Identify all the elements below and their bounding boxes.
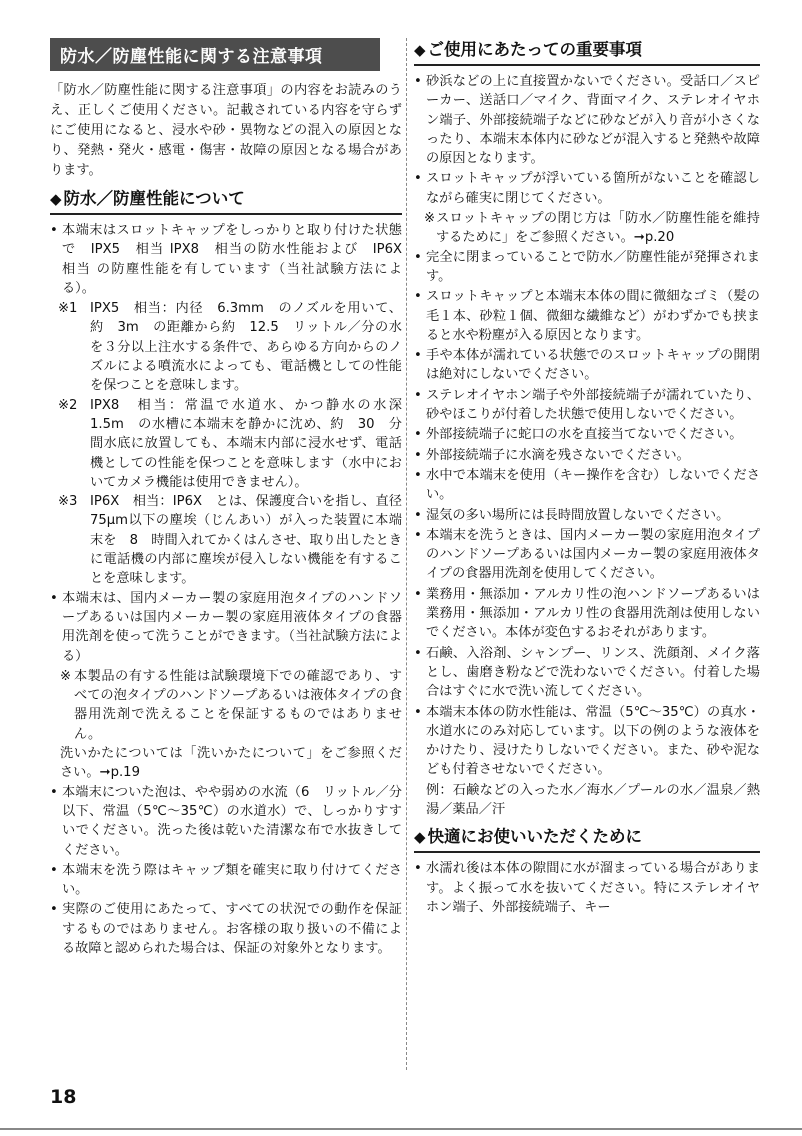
list-item: • 業務用・無添加・アルカリ性の泡ハンドソープあるいは業務用・無添加・アルカリ性の食器用洗剤は使用しないでください。本体が変色するおそれがあります。: [414, 585, 760, 643]
right-column: [414, 38, 760, 918]
note-mark: ※1: [58, 301, 78, 317]
page-number: 18: [50, 1086, 77, 1108]
note-text: IPX8 相当：常温で水道水、かつ静水の水深 1.5m の水槽に本端末を静かに沈め、約 30 分間水底に放置しても、本端末内部に浸水せず、電話機としての性能を保つことを意味します（水中においてカメラ機能は使用できません）。: [90, 397, 416, 490]
heading-text: 快適にお使いいただくために: [427, 827, 643, 847]
list-item: • 本端末を洗う際はキャップ類を確実に取り付けてください。: [50, 861, 402, 900]
comfort-list: [414, 859, 760, 917]
list-item: • 水中で本端末を使用（キー操作を含む）しないでください。: [414, 466, 760, 505]
bottom-rule: [0, 1128, 802, 1130]
list-item: • 本端末本体の防水性能は、常温（5℃〜35℃）の真水・水道水にのみ対応しています。以下の例のような液体をかけたり、浸けたりしないでください。また、砂や泥なども付着させないでください。: [414, 703, 760, 780]
heading-text: ご使用にあたっての重要事項: [427, 40, 643, 59]
list-item: • 完全に閉まっていることで防水／防塵性能が発揮されます。: [414, 248, 760, 287]
waterproof-list: [50, 221, 416, 958]
diamond-icon: ◆: [50, 190, 62, 208]
note-text: IP6X 相当：IP6X とは、保護度合いを指し、直径 75μm以下の塵埃（じんあい）が入った装置に本端末を 8 時間入れてかくはんさせ、取り出したときに電話機の内部に塵埃が侵入しない機能を有することを意味します。: [90, 494, 416, 587]
note-mark: ※3: [58, 494, 78, 510]
list-item: • 外部接続端子に水滴を残さないでください。: [414, 446, 760, 465]
list-item: • 湿気の多い場所には長時間放置しないでください。: [414, 506, 760, 525]
list-item: • 本端末についた泡は、やや弱めの水流（6 リットル／分以下、常温（5℃〜35℃）の水道水）で、しっかりすすいでください。洗った後は乾いた清潔な布で水抜きしてください。: [50, 783, 402, 860]
note-item: [50, 667, 402, 744]
diamond-icon: ◆: [414, 41, 426, 59]
left-column: [50, 38, 416, 959]
heading-text: 防水／防塵性能について: [63, 189, 245, 208]
list-item: • 本端末は、国内メーカー製の家庭用泡タイプのハンドソープあるいは国内メーカー製の家庭用液体タイプの食器用洗剤を使って洗うことができます。（当社試験方法による）: [50, 589, 402, 666]
reference-text: 洗いかたについては「洗いかたについて」をご参照ください。➞p.19: [60, 746, 402, 781]
section-title: 防水／防塵性能に関する注意事項: [50, 38, 380, 71]
note-mark: ※: [424, 211, 436, 227]
important-list: [414, 72, 760, 819]
list-item: • ステレオイヤホン端子や外部接続端子が濡れていたり、砂やほこりが付着した状態で使用しないでください。: [414, 386, 760, 425]
list-item: • 水濡れ後は本体の隙間に水が溜まっている場合があります。よく振って水を抜いてください。特にステレオイヤホン端子、外部接続端子、キー: [414, 859, 760, 917]
note-text: スロットキャップの閉じ方は「防水／防塵性能を維持するために」をご参照ください。➞p.20: [436, 211, 760, 246]
note-mark: ※: [60, 668, 72, 684]
list-item: • 砂浜などの上に直接置かないでください。受話口／スピーカー、送話口／マイク、背面マイク、ステレオイヤホン端子、外部接続端子などに砂などが入り音が小さくなったり、本端末本体内に砂などが混入すると発熱や故障の原因となります。: [414, 72, 760, 168]
note-item: [414, 209, 760, 248]
list-item: • 手や本体が濡れている状態でのスロットキャップの開閉は絶対にしないでください。: [414, 346, 760, 385]
note-mark: ※2: [58, 397, 78, 413]
note-item: [50, 299, 402, 395]
note-item: [50, 396, 416, 492]
heading-waterproof: [50, 187, 402, 215]
note-text: 本製品の有する性能は試験環境下での確認であり、すべての泡タイプのハンドソープあるいは液体タイプの食器用洗剤で洗えることを保証するものではありません。: [74, 668, 402, 742]
intro-paragraph: 「防水／防塵性能に関する注意事項」の内容をお読みのうえ、正しくご使用ください。記載されている内容を守らずにご使用になると、浸水や砂・異物などの混入の原因となり、発熱・発火・感電・傷害・故障の原因となる場合があります。: [50, 83, 402, 178]
list-item: • スロットキャップが浮いている箇所がないことを確認しながら確実に閉じてください。: [414, 169, 760, 208]
list-item: • 石鹸、入浴剤、シャンプー、リンス、洗顔剤、メイク落とし、歯磨き粉などで洗わないでください。付着した場合はすぐに水で洗い流してください。: [414, 644, 760, 702]
list-item: • 本端末はスロットキャップをしっかりと取り付けた状態で IPX5 相当 IPX8 相当の防水性能および IP6X 相当 の防塵性能を有しています（当社試験方法による）。: [50, 221, 402, 298]
list-item: • 本端末を洗うときは、国内メーカー製の家庭用泡タイプのハンドソープあるいは国内メーカー製の家庭用液体タイプの食器用洗剤を使用してください。: [414, 526, 760, 584]
list-item: • 外部接続端子に蛇口の水を直接当てないでください。: [414, 425, 760, 444]
list-item: • 実際のご使用にあたって、すべての状況での動作を保証するものではありません。お客様の取り扱いの不備による故障と認められた場合は、保証の対象外となります。: [50, 900, 402, 958]
heading-comfort: [414, 825, 760, 853]
example-text: 例：石鹸などの入った水／海水／プールの水／温泉／熱湯／薬品／汗: [426, 782, 760, 817]
diamond-icon: ◆: [414, 828, 426, 847]
column-divider: [406, 38, 407, 1070]
heading-important: [414, 38, 760, 66]
list-item: • スロットキャップと本端末本体の間に微細なゴミ（髪の毛１本、砂粒１個、微細な繊維など）がわずかでも挟まると水や粉塵が入る原因となります。: [414, 287, 760, 345]
note-item: [50, 492, 416, 588]
note-text: IPX5 相当：内径 6.3mm のノズルを用いて、約 3m の距離から約 12.5 リットル／分の水を３分以上注水する条件で、あらゆる方向からのノズルによる噴流水によっても、電話機としての性能を保つことを意味します。: [90, 301, 402, 394]
